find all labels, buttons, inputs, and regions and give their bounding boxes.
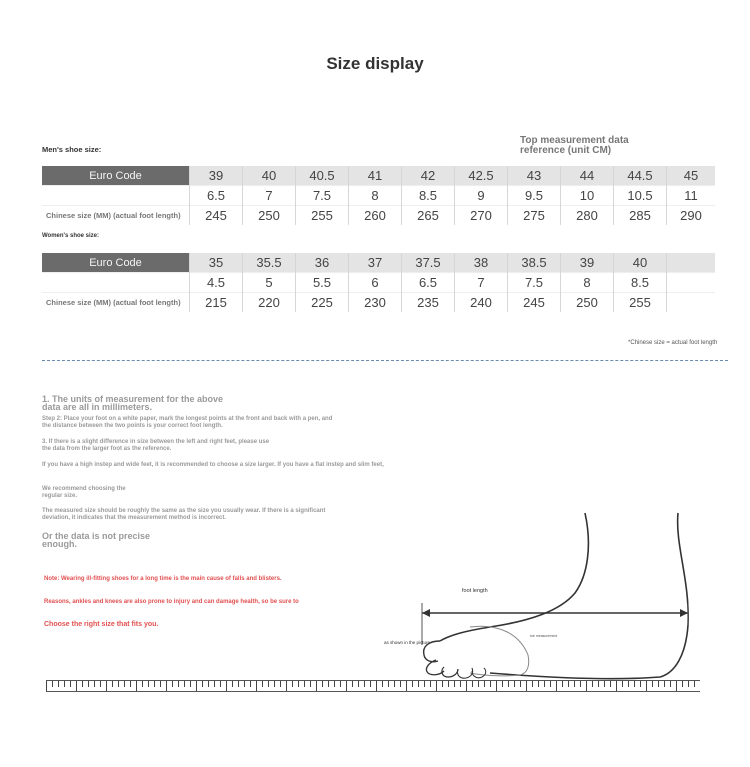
- mens-cn-header: Chinese size (MM) (actual foot length): [42, 206, 190, 226]
- womens-uk-cell: 8: [561, 273, 614, 293]
- ruler-tick: [694, 681, 695, 687]
- warning-injury: Reasons, ankles and knees are also prone to injury and can damage health, so be sure to: [44, 599, 299, 605]
- ruler-tick: [598, 681, 599, 687]
- mens-euro-cell: 41: [349, 166, 402, 186]
- ruler-tick: [316, 681, 317, 691]
- foot-measurement-diagram: [370, 505, 710, 685]
- note-deviation: The measured size should be roughly the same as the size you usually wear. If there is a significant deviation, it indicates that the measurement method is incorrect.: [42, 508, 326, 521]
- ruler-tick: [76, 681, 77, 691]
- mens-uk-row: [42, 186, 715, 206]
- womens-euro-cell: 35.5: [243, 253, 296, 273]
- ruler-tick: [460, 681, 461, 687]
- ruler-tick: [238, 681, 239, 687]
- page-title: Size display: [326, 54, 424, 73]
- mens-euro-cell: 45: [667, 166, 716, 186]
- womens-euro-cell: 40: [614, 253, 667, 273]
- womens-cn-cell: 250: [561, 293, 614, 313]
- ruler-tick: [166, 681, 167, 691]
- ruler-tick: [580, 681, 581, 687]
- ruler-tick: [556, 681, 557, 691]
- mens-cn-cell: 280: [561, 206, 614, 226]
- arrow-right-icon: [680, 609, 688, 617]
- ruler-tick: [136, 681, 137, 691]
- womens-uk-cell: 4.5: [190, 273, 243, 293]
- note-units: 1. The units of measurement for the above data are all in millimeters.: [42, 394, 224, 412]
- womens-euro-cell: 39: [561, 253, 614, 273]
- mens-euro-cell: 40: [243, 166, 296, 186]
- ruler-tick: [400, 681, 401, 687]
- mens-euro-header: Euro Code: [42, 166, 190, 186]
- mens-cn-cell: 290: [667, 206, 716, 226]
- foot-shadow-outline: [470, 626, 529, 676]
- womens-uk-cell: 5: [243, 273, 296, 293]
- womens-euro-header: Euro Code: [42, 253, 190, 273]
- ruler-tick: [250, 681, 251, 687]
- ruler-tick: [322, 681, 323, 687]
- mens-uk-cell: 6.5: [190, 186, 243, 206]
- ruler-tick: [196, 681, 197, 691]
- ruler-tick: [484, 681, 485, 687]
- note-instep: If you have a high instep and wide feet, it is recommended to choose a size larger. If you have a flat instep and slim feet,: [42, 462, 384, 468]
- ruler-tick: [346, 681, 347, 691]
- ruler-tick: [544, 681, 545, 687]
- ruler-tick: [610, 681, 611, 687]
- womens-cn-row: [42, 293, 715, 313]
- mens-size-table: [42, 166, 715, 225]
- womens-uk-cell: 6: [349, 273, 402, 293]
- section-divider: [42, 360, 728, 361]
- womens-cn-cell: 230: [349, 293, 402, 313]
- ruler-tick: [568, 681, 569, 687]
- womens-euro-cell: [667, 253, 716, 273]
- ruler-tick: [628, 681, 629, 687]
- ruler-tick: [502, 681, 503, 687]
- ruler-tick: [172, 681, 173, 687]
- ruler-tick: [418, 681, 419, 687]
- womens-cn-cell: 225: [296, 293, 349, 313]
- ruler-tick: [304, 681, 305, 687]
- ruler-tick: [256, 681, 257, 691]
- mens-uk-cell: 7: [243, 186, 296, 206]
- ruler-tick: [652, 681, 653, 687]
- mens-uk-cell: 8: [349, 186, 402, 206]
- womens-euro-cell: 37.5: [402, 253, 455, 273]
- ruler-tick: [94, 681, 95, 687]
- ruler-tick: [328, 681, 329, 687]
- note-step-2: Step 2: Place your foot on a white paper, mark the longest points at the front and back with a pen, and the distance between the two points is your correct foot length.: [42, 416, 333, 429]
- ruler-tick: [430, 681, 431, 687]
- ruler-tick: [142, 681, 143, 687]
- ruler-tick: [592, 681, 593, 687]
- ruler-tick: [496, 681, 497, 691]
- ruler-tick: [280, 681, 281, 687]
- foot-length-label: foot length: [462, 588, 488, 594]
- note-step-3: 3. If there is a slight difference in size between the left and right feet, please use the data from the larger foot as the reference.: [42, 439, 270, 452]
- ruler-tick: [454, 681, 455, 687]
- womens-euro-cell: 36: [296, 253, 349, 273]
- ruler-tick: [688, 681, 689, 687]
- ruler-tick: [148, 681, 149, 687]
- ruler-tick: [226, 681, 227, 691]
- ruler-tick: [412, 681, 413, 687]
- womens-uk-row: [42, 273, 715, 293]
- warning-ill-fitting: Note: Wearing ill-fitting shoes for a long time is the main cause of falls and blisters.: [44, 576, 282, 582]
- ruler-tick: [106, 681, 107, 691]
- ruler-tick: [160, 681, 161, 687]
- note-regular-size: We recommend choosing the regular size.: [42, 486, 126, 499]
- ruler-tick: [562, 681, 563, 687]
- womens-euro-cell: 38.5: [508, 253, 561, 273]
- mens-uk-cell: 7.5: [296, 186, 349, 206]
- ruler-tick: [514, 681, 515, 687]
- mens-cn-row: [42, 206, 715, 226]
- ruler-tick: [298, 681, 299, 687]
- ruler-tick: [538, 681, 539, 687]
- ruler-tick: [574, 681, 575, 687]
- ruler-tick: [82, 681, 83, 687]
- ruler-tick: [154, 681, 155, 687]
- ruler-tick: [262, 681, 263, 687]
- foot-top-outline: [440, 513, 588, 641]
- ruler-tick: [478, 681, 479, 687]
- ruler-tick: [448, 681, 449, 687]
- ruler-tick: [268, 681, 269, 687]
- ruler-tick: [58, 681, 59, 687]
- ruler-tick: [490, 681, 491, 687]
- ruler-tick: [394, 681, 395, 687]
- ruler-tick: [604, 681, 605, 687]
- ruler-tick: [310, 681, 311, 687]
- ruler-tick: [274, 681, 275, 687]
- mens-cn-cell: 265: [402, 206, 455, 226]
- ruler-tick: [526, 681, 527, 691]
- ruler-tick: [244, 681, 245, 687]
- ruler-tick: [646, 681, 647, 691]
- ruler-tick: [214, 681, 215, 687]
- mens-cn-cell: 275: [508, 206, 561, 226]
- ruler-tick: [658, 681, 659, 687]
- warning-choose-size: Choose the right size that fits you.: [44, 621, 159, 628]
- mens-cn-cell: 255: [296, 206, 349, 226]
- ruler-tick: [88, 681, 89, 687]
- ruler-tick: [376, 681, 377, 691]
- ruler-tick: [436, 681, 437, 691]
- mens-cn-cell: 260: [349, 206, 402, 226]
- ruler-tick: [178, 681, 179, 687]
- arrow-left-icon: [422, 609, 430, 617]
- mens-uk-cell: 9.5: [508, 186, 561, 206]
- ruler-tick: [466, 681, 467, 691]
- ruler-tick: [442, 681, 443, 687]
- womens-cn-cell: 245: [508, 293, 561, 313]
- ruler-tick: [232, 681, 233, 687]
- mens-cn-cell: 245: [190, 206, 243, 226]
- ruler-tick: [382, 681, 383, 687]
- ruler-tick: [676, 681, 677, 691]
- womens-size-table: [42, 253, 715, 312]
- womens-cn-cell: 255: [614, 293, 667, 313]
- note-precision: Or the data is not precise enough.: [42, 531, 151, 549]
- mens-cn-cell: 285: [614, 206, 667, 226]
- mens-uk-cell: 11: [667, 186, 716, 206]
- mens-euro-cell: 40.5: [296, 166, 349, 186]
- ruler-tick: [286, 681, 287, 691]
- mens-euro-cell: 44: [561, 166, 614, 186]
- mens-uk-cell: 9: [455, 186, 508, 206]
- ruler-tick: [424, 681, 425, 687]
- ruler-tick: [184, 681, 185, 687]
- ruler-tick: [508, 681, 509, 687]
- ruler-tick: [352, 681, 353, 687]
- womens-cn-cell: 215: [190, 293, 243, 313]
- womens-uk-cell: [667, 273, 716, 293]
- ruler-tick: [640, 681, 641, 687]
- womens-size-label: Women's shoe size:: [42, 233, 99, 239]
- ruler-tick: [100, 681, 101, 687]
- ruler-tick: [586, 681, 587, 691]
- measurement-reference: Top measurement data reference (unit CM): [520, 135, 629, 156]
- womens-cn-cell: 240: [455, 293, 508, 313]
- measuring-ruler: [46, 680, 700, 692]
- ruler-tick: [388, 681, 389, 687]
- mens-uk-cell: 8.5: [402, 186, 455, 206]
- womens-cn-header: Chinese size (MM) (actual foot length): [42, 293, 190, 313]
- ruler-tick: [112, 681, 113, 687]
- mens-euro-cell: 43: [508, 166, 561, 186]
- ruler-tick: [370, 681, 371, 687]
- ruler-tick: [682, 681, 683, 687]
- ruler-tick: [550, 681, 551, 687]
- womens-uk-cell: 7: [455, 273, 508, 293]
- ruler-tick: [124, 681, 125, 687]
- mens-euro-cell: 42.5: [455, 166, 508, 186]
- toe-outline: [472, 668, 486, 678]
- ruler-tick: [664, 681, 665, 687]
- mens-euro-cell: 44.5: [614, 166, 667, 186]
- womens-uk-cell: 6.5: [402, 273, 455, 293]
- ruler-tick: [634, 681, 635, 687]
- womens-cn-cell: 235: [402, 293, 455, 313]
- mens-uk-cell: 10: [561, 186, 614, 206]
- womens-uk-cell: 7.5: [508, 273, 561, 293]
- ruler-tick: [358, 681, 359, 687]
- chinese-size-footnote: *Chinese size = actual foot length: [628, 340, 718, 346]
- as-shown-label: as shown in the picture: [384, 640, 431, 645]
- mens-euro-cell: 39: [190, 166, 243, 186]
- ruler-tick: [622, 681, 623, 687]
- ruler-tick: [520, 681, 521, 687]
- womens-cn-cell: [667, 293, 716, 313]
- womens-euro-cell: 38: [455, 253, 508, 273]
- ruler-tick: [472, 681, 473, 687]
- ruler-tick: [334, 681, 335, 687]
- ruler-tick: [190, 681, 191, 687]
- toe-outline: [442, 667, 458, 677]
- ruler-tick: [292, 681, 293, 687]
- ruler-tick: [208, 681, 209, 687]
- mens-euro-row: [42, 166, 715, 186]
- ruler-tick: [340, 681, 341, 687]
- mens-size-label: Men's shoe size:: [42, 145, 102, 154]
- mens-cn-cell: 250: [243, 206, 296, 226]
- mens-uk-cell: 10.5: [614, 186, 667, 206]
- ruler-tick: [364, 681, 365, 687]
- ruler-tick: [670, 681, 671, 687]
- ruler-tick: [64, 681, 65, 687]
- ruler-tick: [406, 681, 407, 691]
- ruler-tick: [130, 681, 131, 687]
- womens-euro-row: [42, 253, 715, 273]
- ruler-tick: [118, 681, 119, 687]
- ruler-tick: [220, 681, 221, 687]
- toe-measurement-label: toe measurement: [530, 634, 558, 638]
- ruler-tick: [616, 681, 617, 691]
- womens-cn-cell: 220: [243, 293, 296, 313]
- womens-uk-cell: 8.5: [614, 273, 667, 293]
- ruler-tick: [52, 681, 53, 687]
- womens-uk-cell: 5.5: [296, 273, 349, 293]
- ruler-tick: [202, 681, 203, 687]
- womens-euro-cell: 35: [190, 253, 243, 273]
- ruler-tick: [70, 681, 71, 687]
- womens-euro-cell: 37: [349, 253, 402, 273]
- mens-cn-cell: 270: [455, 206, 508, 226]
- mens-euro-cell: 42: [402, 166, 455, 186]
- ruler-tick: [532, 681, 533, 687]
- ruler-tick: [46, 681, 47, 691]
